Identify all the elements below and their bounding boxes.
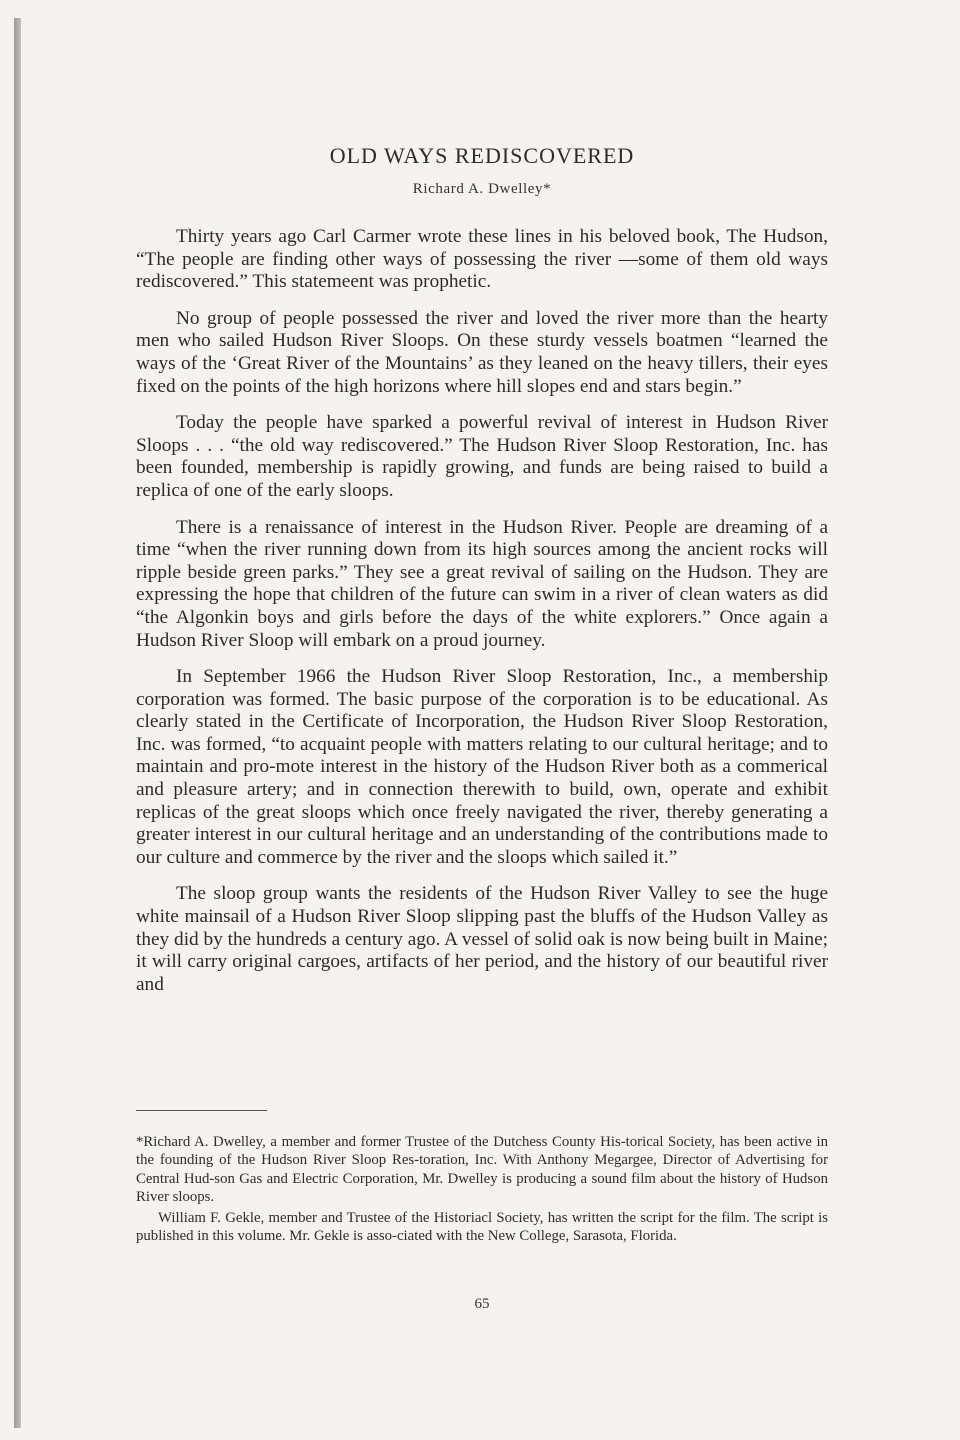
- article-body: [136, 226, 828, 1010]
- footnote-gekle: William F. Gekle, member and Trustee of the Historiacl Society, has written the script for the film. The script is published in this volume. Mr. Gekle is asso-ciated with the New College, Sarasota, Florida.: [136, 1209, 828, 1245]
- article-title: OLD WAYS REDISCOVERED: [329, 143, 635, 168]
- binding-edge: [14, 18, 21, 1428]
- footnote-author: *Richard A. Dwelley, a member and former Trustee of the Dutchess County His-torical Society, has been active in the founding of the Hudson River Sloop Res-toration, Inc. With Anthony Megargee, Director of Advertising for Central Hud-son Gas and Electric Corporation, Mr. Dwelley is producing a sound film about the history of Hudson River sloops.: [136, 1134, 828, 1206]
- article-author: Richard A. Dwelley*: [412, 181, 552, 197]
- page-number: 65: [474, 1296, 490, 1312]
- document-page: [136, 0, 828, 1440]
- footnotes: [136, 1133, 828, 1247]
- footnote-divider: [136, 1110, 267, 1111]
- paragraph-6: The sloop group wants the residents of the Hudson River Valley to see the huge white mainsail of a Hudson River Sloop slipping past the bluffs of the Hudson Valley as they did by the hundreds a century ago. A vessel of solid oak is now being built in Maine; it will carry original cargoes, artifacts of her period, and the history of our beautiful river and: [136, 883, 828, 995]
- paragraph-2: No group of people possessed the river and loved the river more than the hearty men who sailed Hudson River Sloops. On these sturdy vessels boatmen “learned the ways of the ‘Great River of the Mountains’ as they leaned on the heavy tillers, their eyes fixed on the points of the high horizons where hill slopes end and stars begin.”: [136, 307, 828, 397]
- paragraph-3: Today the people have sparked a powerful revival of interest in Hudson River Sloops . . . “the old way rediscovered.” The Hudson River Sloop Restoration, Inc. has been founded, membership is rapidly growing, and funds are being raised to build a replica of one of the early sloops.: [136, 412, 828, 501]
- paragraph-1: Thirty years ago Carl Carmer wrote these lines in his beloved book, The Hudson, “The people are finding other ways of possessing the river —some of them old ways rediscovered.” This statemeent was prophetic.: [136, 226, 828, 293]
- paragraph-4: There is a renaissance of interest in the Hudson River. People are dreaming of a time “when the river running down from its high sources among the ancient rocks will ripple beside green parks.” They see a great revival of sailing on the Hudson. They are expressing the hope that children of the future can swim in a river of clean waters as did “the Algonkin boys and girls before the days of the white explorers.” Once again a Hudson River Sloop will embark on a proud journey.: [136, 516, 828, 651]
- paragraph-5: In September 1966 the Hudson River Sloop Restoration, Inc., a membership corporation was formed. The basic purpose of the corporation is to be educational. As clearly stated in the Certificate of Incorporation, the Hudson River Sloop Restoration, Inc. was formed, “to acquaint people with matters relating to our cultural heritage; and to maintain and pro-mote interest in the history of the Hudson River both as a commerical and pleasure artery; and in connection therewith to build, own, operate and exhibit replicas of the great sloops which once freely navigated the river, thereby generating a greater interest in our cultural heritage and an understanding of the contributions made to our culture and commerce by the river and the sloops which sailed it.”: [136, 666, 828, 868]
